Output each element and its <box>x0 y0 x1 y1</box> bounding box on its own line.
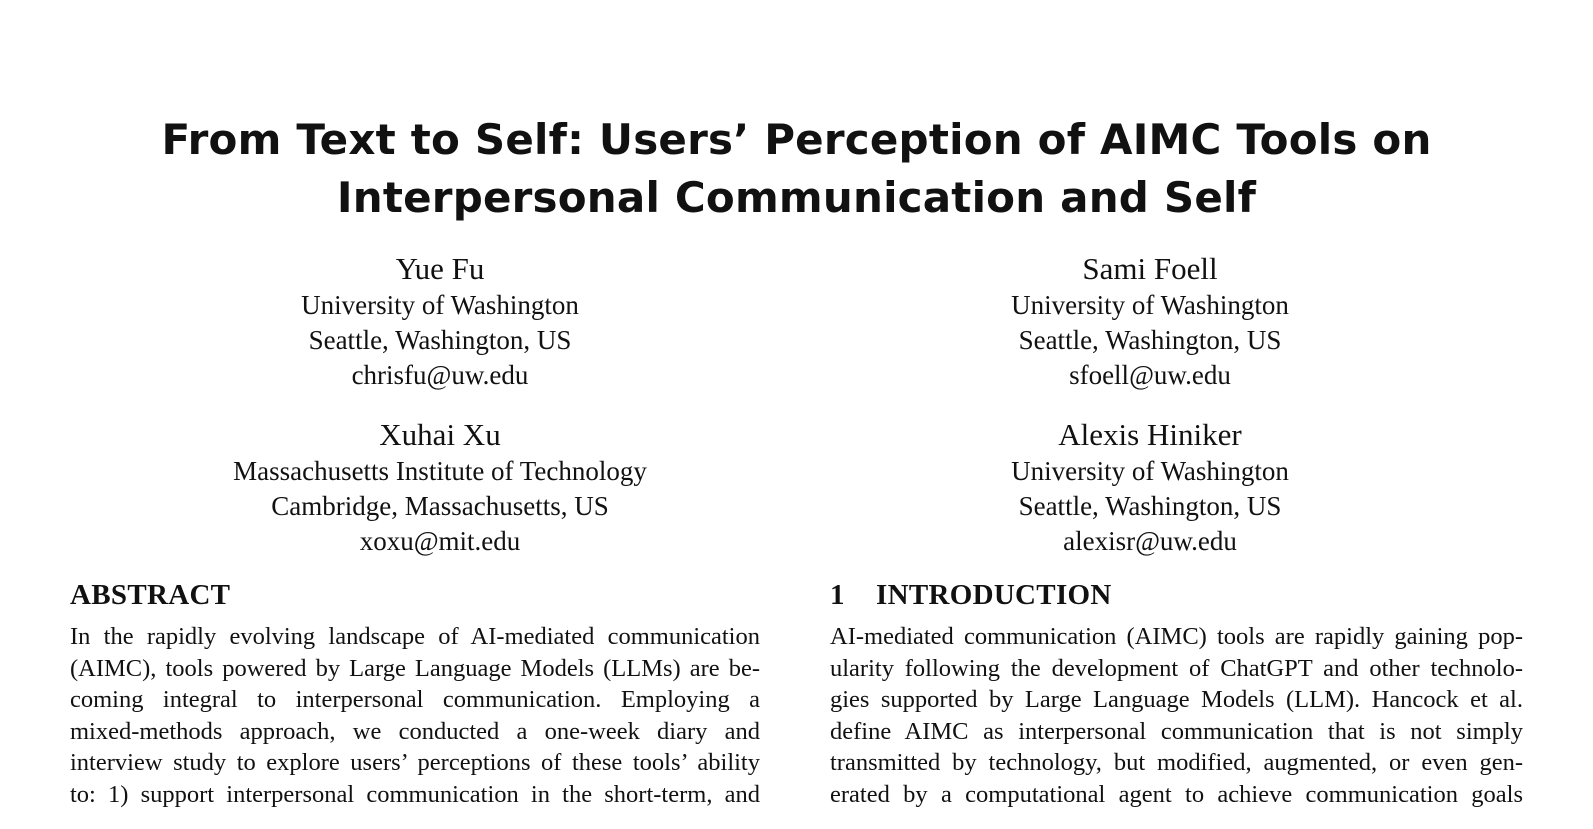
author-block-yue-fu <box>90 250 790 393</box>
author-block-alexis-hiniker <box>800 416 1500 559</box>
section-title: INTRODUCTION <box>876 579 1112 611</box>
introduction-line: define AIMC as interpersonal communication that is not simply <box>830 717 1523 745</box>
author-name: Sami Foell <box>1082 251 1218 286</box>
paper-title <box>0 111 1593 227</box>
abstract-line: mixed-methods approach, we conducted a one-week diary and <box>70 717 760 745</box>
abstract-line: In the rapidly evolving landscape of AI-mediated communication <box>70 623 760 650</box>
author-block-sami-foell <box>800 250 1500 393</box>
title-line-1: From Text to Self: Users’ Perception of AIMC Tools on <box>161 115 1432 164</box>
author-name: Alexis Hiniker <box>1058 417 1242 452</box>
author-affiliation: University of Washington <box>1011 290 1289 320</box>
author-location: Seattle, Washington, US <box>1018 491 1282 521</box>
author-email: sfoell@uw.edu <box>1069 360 1231 390</box>
section-number: 1 <box>830 579 845 611</box>
author-email: xoxu@mit.edu <box>359 526 521 556</box>
introduction-line: AI-mediated communication (AIMC) tools are rapidly gaining pop- <box>830 623 1523 650</box>
author-affiliation: University of Washington <box>301 290 579 320</box>
introduction-heading <box>830 576 1112 614</box>
introduction-line: gies supported by Large Language Models (LLM). Hancock et al. <box>830 686 1523 713</box>
author-block-xuhai-xu <box>90 416 790 559</box>
abstract-line: interview study to explore users’ perceptions of these tools’ ability <box>70 749 760 776</box>
abstract-paragraph <box>70 621 760 810</box>
author-email: alexisr@uw.edu <box>1063 526 1237 556</box>
introduction-line: erated by a computational agent to achieve communication goals <box>830 780 1523 808</box>
abstract-line: coming integral to interpersonal communication. Employing a <box>70 686 760 713</box>
author-affiliation: Massachusetts Institute of Technology <box>233 456 647 486</box>
author-affiliation: University of Washington <box>1011 456 1289 486</box>
introduction-line: transmitted by technology, but modified, augmented, or even gen- <box>830 749 1523 776</box>
introduction-line: ularity following the development of ChatGPT and other technolo- <box>830 654 1523 682</box>
introduction-paragraph <box>830 621 1523 810</box>
author-email: chrisfu@uw.edu <box>351 360 529 390</box>
author-location: Seattle, Washington, US <box>1018 325 1282 355</box>
abstract-heading: ABSTRACT <box>70 579 231 611</box>
abstract-line: (AIMC), tools powered by Large Language Models (LLMs) are be- <box>70 654 760 682</box>
abstract-line: to: 1) support interpersonal communication in the short-term, and <box>70 780 760 808</box>
author-name: Xuhai Xu <box>379 417 501 452</box>
author-location: Cambridge, Massachusetts, US <box>271 491 609 521</box>
author-location: Seattle, Washington, US <box>308 325 572 355</box>
author-name: Yue Fu <box>395 251 485 286</box>
title-line-2: Interpersonal Communication and Self <box>336 173 1257 222</box>
